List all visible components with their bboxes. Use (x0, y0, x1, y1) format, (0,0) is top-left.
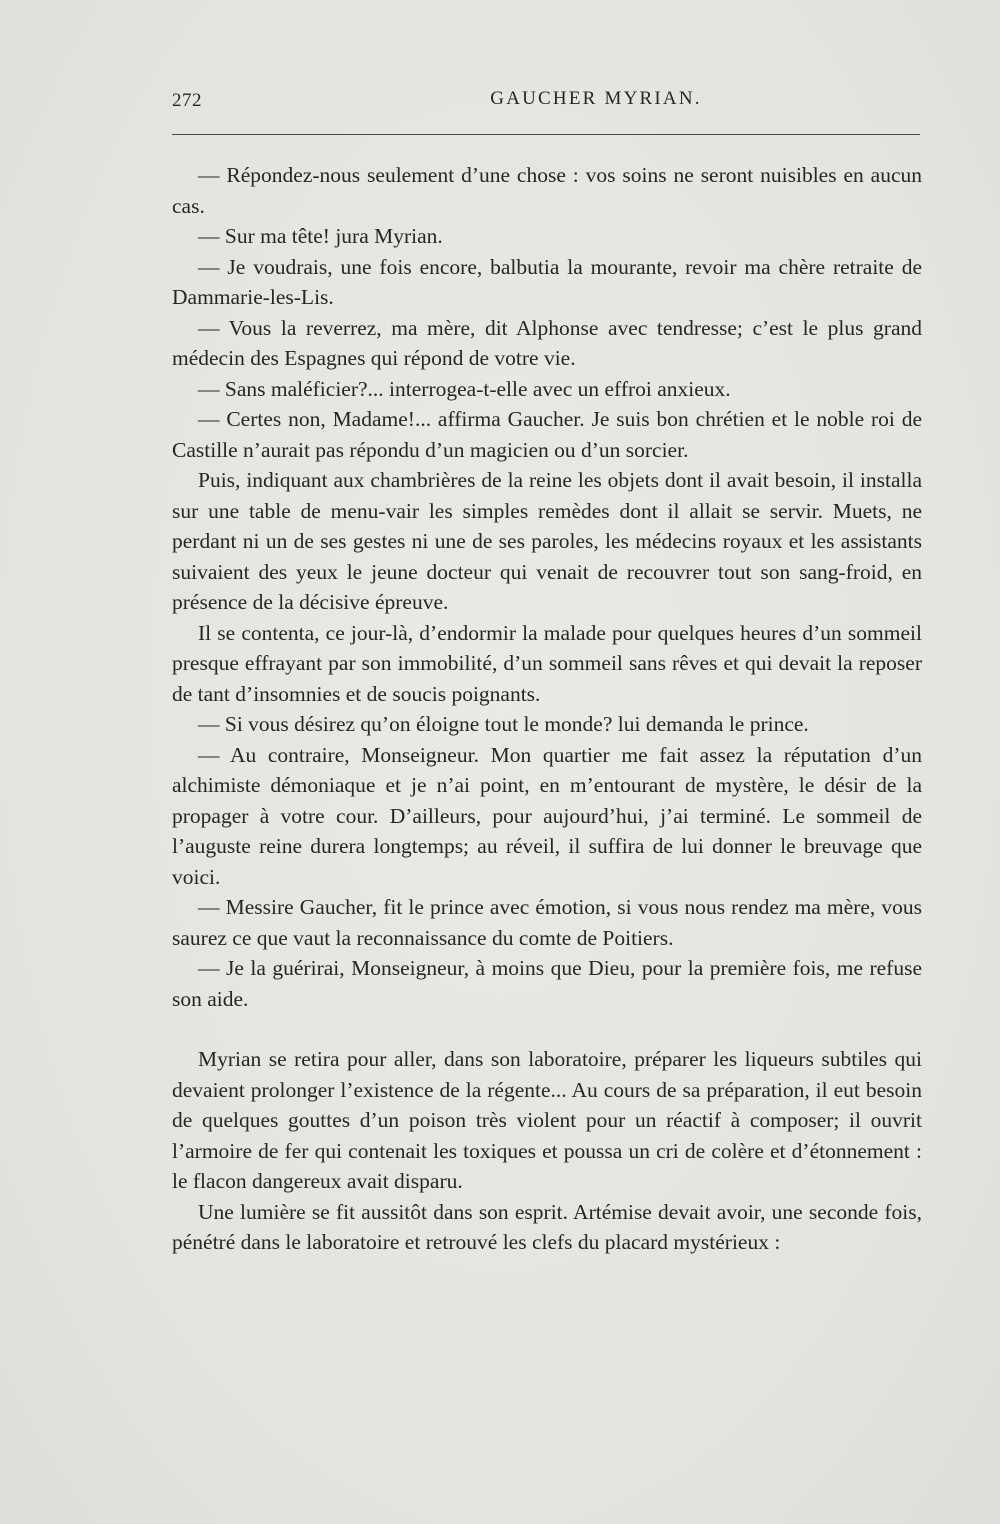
paragraph: — Sans maléficier?... interrogea-t-elle avec un effroi anxieux. (198, 376, 731, 401)
running-head (172, 88, 920, 114)
paragraph: — Au contraire, Monseigneur. Mon quartier me fait assez la réputation d’un alchimiste démoniaque et je n’ai point, en m’entourant de mystère, le désir de la propager à votre cour. D’ailleurs, pour aujourd’hui, j’ai terminé. Le sommeil de l’auguste reine durera longtemps; au réveil, il suffira de lui donner le breuvage que voici. (172, 742, 922, 889)
paragraph: — Sur ma tête! jura Myrian. (198, 224, 443, 248)
header-rule (172, 134, 920, 135)
paragraph: — Répondez-nous seulement d’une chose : vos soins ne seront nuisibles en aucun cas. (172, 163, 922, 218)
body-text (172, 160, 922, 1258)
paragraph: — Je la guérirai, Monseigneur, à moins que Dieu, pour la première fois, me refuse son aide. (172, 956, 922, 1011)
paragraph: Il se contenta, ce jour-là, d’endormir la malade pour quelques heures d’un sommeil presque effrayant par son immobilité, d’un sommeil sans rêves et qui devait la reposer de tant d’insomnies et de soucis poignants. (172, 620, 922, 706)
paragraph: Myrian se retira pour aller, dans son laboratoire, préparer les liqueurs subtiles qui devaient prolonger l’existence de la régente... Au cours de sa préparation, il eut besoin de quelques gouttes d’un poison très violent pour un réactif à composer; il ouvrit l’armoire de fer qui contenait les toxiques et poussa un cri de colère et d’étonnement : le flacon dangereux avait disparu. (172, 1047, 922, 1193)
paragraph: — Vous la reverrez, ma mère, dit Alphonse avec tendresse; c’est le plus grand médecin des Espagnes qui répond de votre vie. (172, 315, 922, 370)
paragraph: Puis, indiquant aux chambrières de la reine les objets dont il avait besoin, il installa sur une table de menu-vair les simples remèdes dont il allait se servir. Muets, ne perdant ni un de ses gestes ni une de ses paroles, les médecins royaux et les assistants suivaient des yeux le jeune docteur qui venait de recouvrer tout son sang-froid, en présence de la décisive épreuve. (172, 468, 922, 614)
paragraph: — Messire Gaucher, fit le prince avec émotion, si vous nous rendez ma mère, vous saurez ce que vaut la reconnaissance du comte de Poitiers. (172, 895, 922, 950)
running-title: GAUCHER MYRIAN. (490, 88, 702, 109)
paragraph: — Certes non, Madame!... affirma Gaucher. Je suis bon chrétien et le noble roi de Castille n’aurait pas répondu d’un magicien ou d’un sorcier. (172, 407, 922, 462)
page-number: 272 (172, 90, 202, 111)
paragraph: — Je voudrais, une fois encore, balbutia la mourante, revoir ma chère retraite de Dammarie-les-Lis. (172, 254, 922, 309)
paragraph: — Si vous désirez qu’on éloigne tout le monde? lui demanda le prince. (198, 712, 809, 736)
paragraph: Une lumière se fit aussitôt dans son esprit. Artémise devait avoir, une seconde fois, pénétré dans le laboratoire et retrouvé les clefs du placard mystérieux : (172, 1199, 922, 1254)
